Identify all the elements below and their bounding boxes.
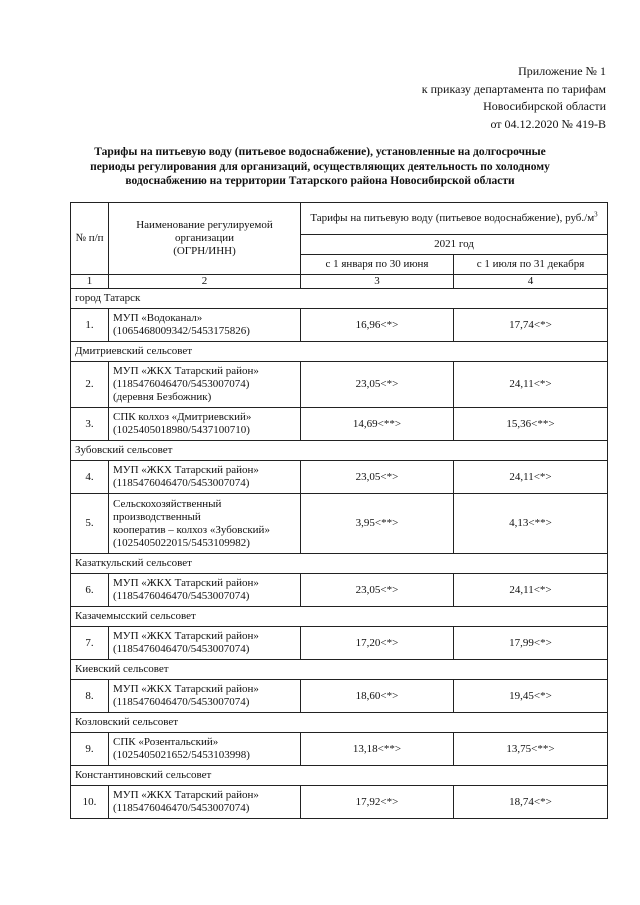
section-row (71, 342, 608, 362)
table-header (71, 203, 608, 289)
organization-line: (1185476046470/5453007074) (113, 802, 250, 814)
organization-line: (1025405018980/5437100710) (113, 424, 250, 436)
title-line: водоснабжению на территории Татарского района Новосибирской области (125, 175, 515, 187)
row-number: 3. (71, 408, 109, 441)
table-row (71, 362, 608, 408)
organization-line: МУП «ЖКХ Татарский район» (113, 683, 259, 695)
header-period-1: с 1 января по 30 июня (301, 255, 454, 275)
organization-line: (1185476046470/5453007074) (113, 696, 250, 708)
tariff-second-half: 13,75<**> (454, 733, 608, 766)
organization-line: (1065468009342/5453175826) (113, 325, 250, 337)
header-tariff (301, 203, 608, 235)
tariff-first-half: 17,92<*> (301, 786, 454, 819)
title-line: Тарифы на питьевую воду (питьевое водоснабжение), установленные на долгосрочные (94, 146, 546, 158)
row-number: 5. (71, 494, 109, 554)
section-name: Казаткульский сельсовет (71, 554, 608, 574)
organization-line: МУП «ЖКХ Татарский район» (113, 365, 259, 377)
row-number: 8. (71, 680, 109, 713)
header-org-line: (ОГРН/ИНН) (173, 245, 236, 257)
row-number: 2. (71, 362, 109, 408)
section-name: город Татарск (71, 289, 608, 309)
organization-cell (109, 733, 301, 766)
organization-cell (109, 494, 301, 554)
title-line: периоды регулирования для организаций, осуществляющих деятельность по холодному (90, 160, 550, 173)
tariff-second-half: 18,74<*> (454, 786, 608, 819)
appendix-line: от 04.12.2020 № 419-В (490, 116, 606, 131)
organization-line: МУП «Водоканал» (113, 312, 203, 324)
organization-line: (1025405021652/5453103998) (113, 749, 250, 761)
organization-line: (1185476046470/5453007074) (113, 477, 250, 489)
table-row (71, 461, 608, 494)
organization-line: (1185476046470/5453007074) (113, 590, 250, 602)
section-row (71, 766, 608, 786)
table-row (71, 574, 608, 607)
organization-line: СПК колхоз «Дмитриевский» (113, 411, 252, 423)
table-body (71, 289, 608, 819)
tariff-first-half: 16,96<*> (301, 309, 454, 342)
header-org-line: Наименование регулируемой (136, 219, 273, 231)
organization-cell (109, 680, 301, 713)
tariff-second-half: 15,36<**> (454, 408, 608, 441)
header-period-2: с 1 июля по 31 декабря (454, 255, 608, 275)
organization-cell (109, 362, 301, 408)
appendix-line: Новосибирской области (483, 99, 606, 113)
table-row (71, 627, 608, 660)
organization-cell (109, 309, 301, 342)
column-number: 1 (71, 275, 109, 289)
tariff-first-half: 3,95<**> (301, 494, 454, 554)
appendix-line: к приказу департамента по тарифам (421, 81, 606, 96)
section-row (71, 441, 608, 461)
tariff-second-half: 17,74<*> (454, 309, 608, 342)
tariff-first-half: 17,20<*> (301, 627, 454, 660)
tariff-second-half: 19,45<*> (454, 680, 608, 713)
tariff-second-half: 17,99<*> (454, 627, 608, 660)
tariff-second-half: 24,11<*> (454, 461, 608, 494)
row-number: 10. (71, 786, 109, 819)
organization-line: (1185476046470/5453007074) (113, 643, 250, 655)
header-organization (109, 203, 301, 275)
row-number: 6. (71, 574, 109, 607)
organization-line: МУП «ЖКХ Татарский район» (113, 789, 259, 801)
header-num: № п/п (71, 203, 109, 275)
section-row (71, 607, 608, 627)
appendix-header (422, 63, 606, 133)
header-tariff-sup: 3 (594, 210, 598, 219)
organization-line: Сельскохозяйственный (113, 497, 222, 510)
header-org-line: организации (174, 232, 235, 244)
organization-cell (109, 574, 301, 607)
organization-line: СПК «Розентальский» (113, 736, 219, 748)
column-number: 2 (109, 275, 301, 289)
organization-line: МУП «ЖКХ Татарский район» (113, 464, 259, 476)
section-name: Козловский сельсовет (71, 713, 608, 733)
tariff-first-half: 18,60<*> (301, 680, 454, 713)
section-row (71, 660, 608, 680)
row-number: 7. (71, 627, 109, 660)
table-row (71, 408, 608, 441)
tariff-first-half: 23,05<*> (301, 362, 454, 408)
organization-cell (109, 408, 301, 441)
organization-line: (деревня Безбожник) (113, 391, 212, 403)
section-name: Константиновский сельсовет (71, 766, 608, 786)
section-name: Дмитриевский сельсовет (71, 342, 608, 362)
document-title (60, 145, 580, 189)
tariff-table (70, 202, 608, 819)
tariff-second-half: 4,13<**> (454, 494, 608, 554)
section-row (71, 713, 608, 733)
table-row (71, 786, 608, 819)
organization-line: производственный (113, 510, 201, 523)
organization-cell (109, 461, 301, 494)
tariff-first-half: 14,69<**> (301, 408, 454, 441)
section-name: Казачемысский сельсовет (71, 607, 608, 627)
column-number: 3 (301, 275, 454, 289)
table-row (71, 309, 608, 342)
tariff-first-half: 23,05<*> (301, 461, 454, 494)
table-row (71, 680, 608, 713)
column-number: 4 (454, 275, 608, 289)
tariff-first-half: 13,18<**> (301, 733, 454, 766)
organization-cell (109, 786, 301, 819)
row-number: 4. (71, 461, 109, 494)
table-row (71, 733, 608, 766)
header-year: 2021 год (301, 235, 608, 255)
organization-line: МУП «ЖКХ Татарский район» (113, 630, 259, 642)
organization-line: (1025405022015/5453109982) (113, 536, 250, 549)
section-row (71, 554, 608, 574)
section-row (71, 289, 608, 309)
header-tariff-text: Тарифы на питьевую воду (питьевое водоснабжение), руб./м (310, 212, 595, 224)
tariff-second-half: 24,11<*> (454, 574, 608, 607)
organization-line: МУП «ЖКХ Татарский район» (113, 577, 259, 589)
appendix-line: Приложение № 1 (518, 64, 606, 78)
section-name: Зубовский сельсовет (71, 441, 608, 461)
section-name: Киевский сельсовет (71, 660, 608, 680)
organization-line: кооператив – колхоз «Зубовский» (113, 523, 270, 536)
row-number: 9. (71, 733, 109, 766)
tariff-second-half: 24,11<*> (454, 362, 608, 408)
tariff-first-half: 23,05<*> (301, 574, 454, 607)
organization-line: (1185476046470/5453007074) (113, 378, 250, 390)
table-row (71, 494, 608, 554)
organization-cell (109, 627, 301, 660)
row-number: 1. (71, 309, 109, 342)
